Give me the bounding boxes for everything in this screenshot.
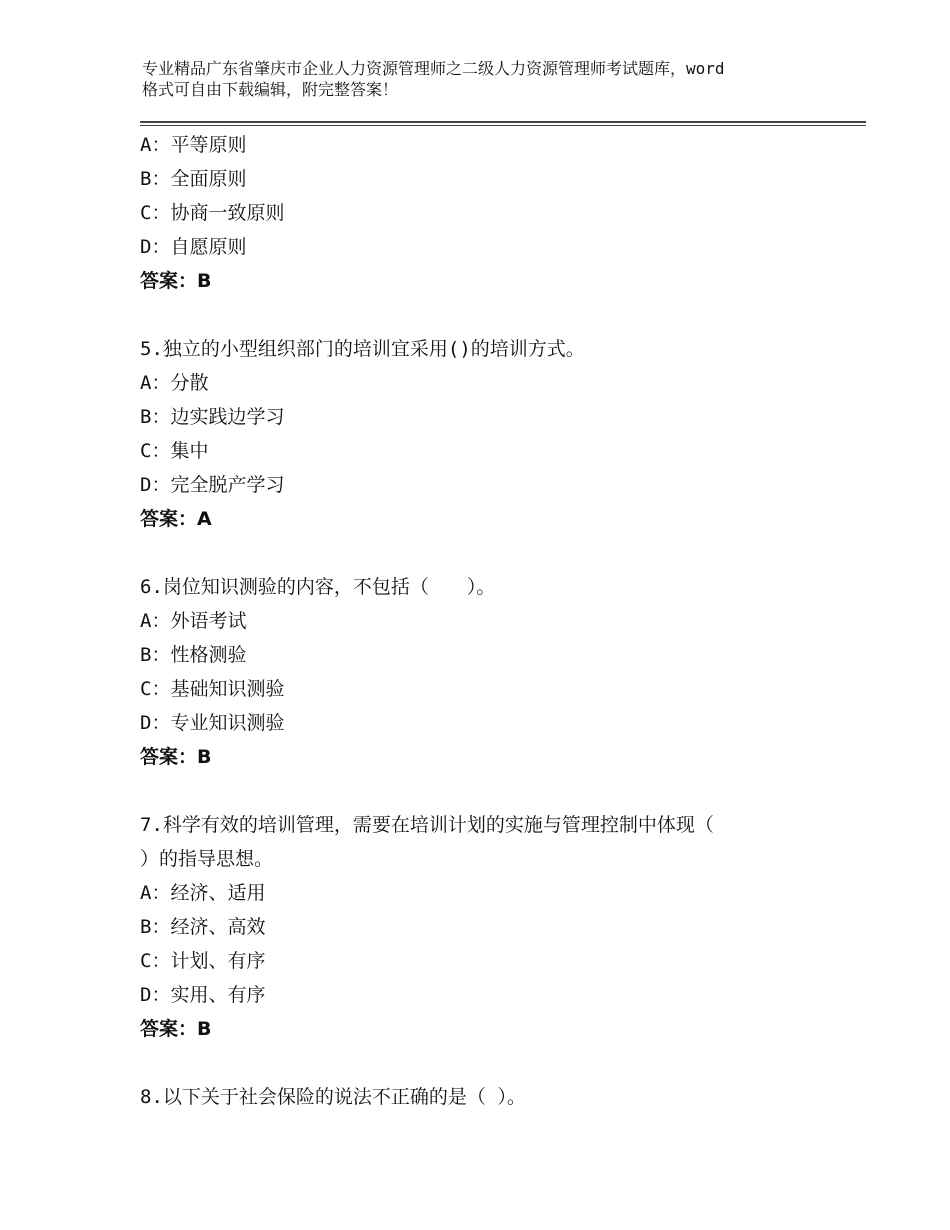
question-5-block bbox=[140, 332, 840, 536]
spacer bbox=[140, 298, 840, 332]
option-d: D：完全脱产学习 bbox=[140, 474, 285, 496]
option-b: B：性格测验 bbox=[140, 644, 247, 666]
question-stem: 6.岗位知识测验的内容，不包括（ ）。 bbox=[140, 576, 496, 598]
header-line-1: 专业精品广东省肇庆市企业人力资源管理师之二级人力资源管理师考试题库，word bbox=[142, 59, 725, 78]
option-a: A：经济、适用 bbox=[140, 882, 266, 904]
spacer bbox=[140, 1046, 840, 1080]
header-line-2: 格式可自由下载编辑，附完整答案！ bbox=[142, 80, 399, 99]
option-d: D：实用、有序 bbox=[140, 984, 266, 1006]
option-a: A：分散 bbox=[140, 372, 209, 394]
option-d: D：专业知识测验 bbox=[140, 712, 285, 734]
option-c: C：集中 bbox=[140, 440, 209, 462]
answer: 答案：B bbox=[140, 1018, 212, 1040]
question-stem-line-1: 7.科学有效的培训管理，需要在培训计划的实施与管理控制中体现（ bbox=[140, 814, 714, 836]
question-list bbox=[140, 128, 840, 1114]
answer: 答案：A bbox=[140, 508, 212, 530]
question-stem: 5.独立的小型组织部门的培训宜采用()的培训方式。 bbox=[140, 338, 585, 360]
option-d: D：自愿原则 bbox=[140, 236, 247, 258]
question-6-block bbox=[140, 570, 840, 774]
header-divider bbox=[140, 121, 866, 126]
option-b: B：经济、高效 bbox=[140, 916, 266, 938]
answer: 答案：B bbox=[140, 270, 212, 292]
spacer bbox=[140, 536, 840, 570]
option-a: A：外语考试 bbox=[140, 610, 247, 632]
option-c: C：协商一致原则 bbox=[140, 202, 285, 224]
option-c: C：基础知识测验 bbox=[140, 678, 285, 700]
option-b: B：全面原则 bbox=[140, 168, 247, 190]
document-header bbox=[142, 58, 842, 100]
option-c: C：计划、有序 bbox=[140, 950, 266, 972]
question-4-block bbox=[140, 128, 840, 298]
spacer bbox=[140, 774, 840, 808]
option-b: B：边实践边学习 bbox=[140, 406, 285, 428]
question-stem-line-2: ）的指导思想。 bbox=[140, 848, 274, 870]
question-7-block bbox=[140, 808, 840, 1046]
question-stem: 8.以下关于社会保险的说法不正确的是（ ）。 bbox=[140, 1086, 526, 1108]
question-8-block bbox=[140, 1080, 840, 1114]
answer: 答案：B bbox=[140, 746, 212, 768]
option-a: A：平等原则 bbox=[140, 134, 247, 156]
